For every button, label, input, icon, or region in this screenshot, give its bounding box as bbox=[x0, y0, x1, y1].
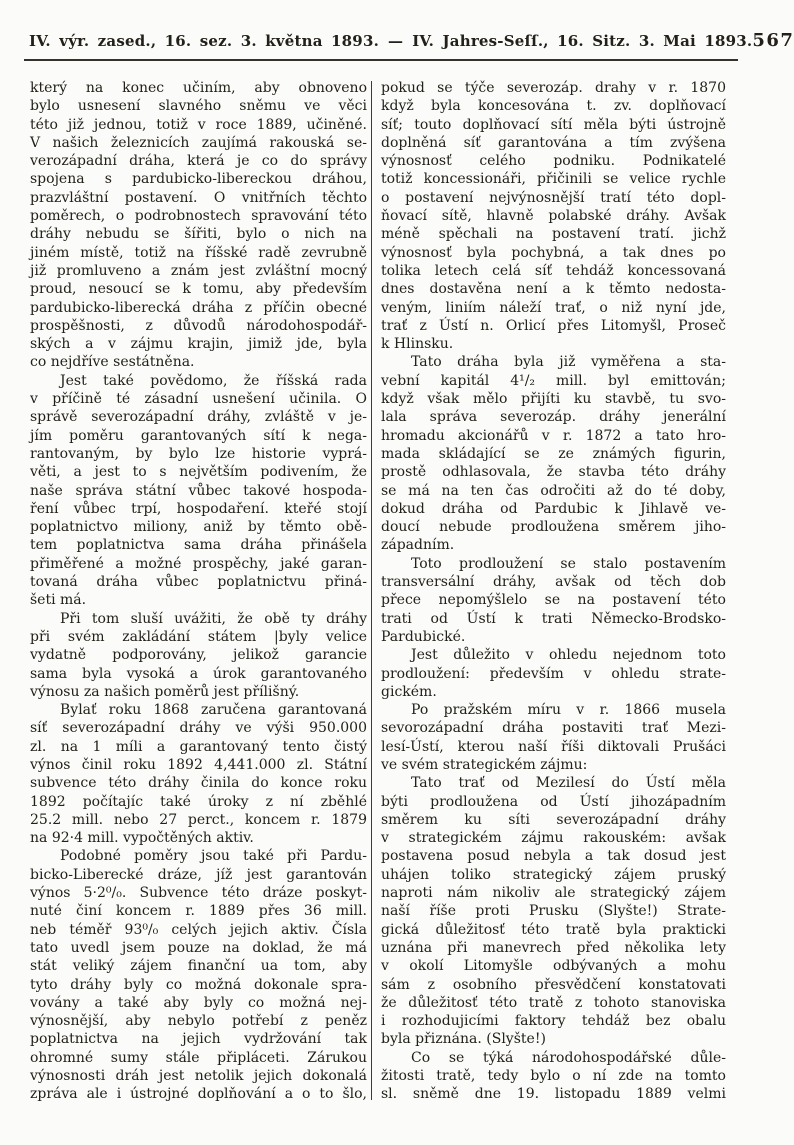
text-line: neb téměř 93⁰/₀ celých jejich aktiv. Čísla bbox=[30, 921, 367, 938]
text-line: Pardubické. bbox=[381, 628, 466, 645]
text-line: lesí-Ústí, kterou naší říši diktovali Prušáci bbox=[381, 738, 726, 755]
text-line: věti, a jest to s největším podivením, že bbox=[30, 464, 367, 481]
text-line: gickém. bbox=[381, 683, 437, 700]
text-line: když byla koncesována t. zv. doplňovací bbox=[381, 98, 726, 115]
text-line: totiž koncessionáři, přičinili se velice rychle bbox=[381, 171, 726, 188]
text-line: bicko-Liberecké dráze, jíž jest garantován bbox=[30, 866, 367, 883]
text-line: Jest důležito v ohledu nejednom toto bbox=[411, 647, 726, 664]
text-line: šeti má. bbox=[30, 592, 87, 609]
text-line: již promluveno a znám jest zvláštní mocný bbox=[30, 262, 367, 279]
text-line: výnosu za našich poměrů jest přílišný. bbox=[30, 683, 300, 700]
text-line: doucí nebude prodloužena směrem jiho- bbox=[381, 519, 726, 536]
text-line: tovaná dráha vůbec poplatnictvu přiná- bbox=[30, 574, 367, 591]
text-line: Jest také povědomo, že říšská rada bbox=[60, 372, 367, 389]
text-line: V našich železnicích zaujímá rakouská se- bbox=[30, 134, 367, 151]
text-line: bylo usnesení slavného sněmu ve věci bbox=[30, 98, 367, 115]
text-line: stát veliký zájem finanční ua tom, aby bbox=[30, 958, 367, 975]
page-header bbox=[29, 30, 794, 51]
text-line: nuté činí koncem r. 1889 přes 36 mill. bbox=[30, 903, 367, 920]
text-line: v okolí Litomyšle odbývaných a mohu bbox=[381, 958, 726, 975]
text-line: vební kapitál 4¹/₂ mill. byl emittován; bbox=[381, 372, 726, 389]
text-line: Tato trať od Mezilesí do Ústí měla bbox=[411, 775, 726, 792]
text-line: sl. sněmě dne 19. listopadu 1889 velmi bbox=[381, 1086, 726, 1103]
text-line: rantovaným, by bylo lze historie vyprá- bbox=[30, 445, 367, 462]
text-line: prodloužení: především v ohledu strate- bbox=[381, 665, 726, 682]
text-line: i rozhodujicími faktory tehdáž bez obalu bbox=[381, 1013, 726, 1030]
text-line: ských a v zájmu krajin, jimiž jde, byla bbox=[30, 336, 367, 353]
text-line: výnosnější, aby nebylo potřebí z peněz bbox=[30, 1013, 367, 1030]
text-line: prospěšnosti, z důvodů národohospodář- bbox=[30, 317, 367, 334]
text-line: Toto prodloužení se stalo postavením bbox=[411, 555, 726, 572]
text-line: výnosnosť byla pochybná, a tak dnes po bbox=[381, 244, 726, 261]
text-line: hromadu akcionářů v r. 1872 a tato hro- bbox=[381, 427, 726, 444]
text-line: prazvláštní postavení. O vnitřních těchto bbox=[30, 189, 367, 206]
text-line: poplatnictvo miliony, aniž by těmto obě- bbox=[30, 519, 367, 536]
text-line: dráhy nebudu se šířiti, bylo o nich na bbox=[30, 226, 367, 243]
text-line: v strategickém zájmu rakouském: avšak bbox=[381, 830, 726, 847]
text-line: Co se týká národohospodářské důle- bbox=[411, 1049, 726, 1066]
text-line: který na konec učiním, aby obnoveno bbox=[30, 80, 367, 96]
text-line: přece nepomýšlelo se na postavení této bbox=[381, 592, 726, 609]
text-line: ňovací sítě, hlavně polabské dráhy. Avšak bbox=[381, 208, 726, 225]
text-line: o postavení nejvýnosnější tratí této dopl- bbox=[381, 189, 726, 206]
text-line: naší říše proti Prusku (Slyšte!) Strate- bbox=[381, 903, 726, 920]
text-line: ření vůbec trpí, hospodaření. kteřé stojí bbox=[30, 500, 367, 517]
page-number: 567 bbox=[752, 30, 794, 51]
text-line: poplatnictva na jejich vydržování tak bbox=[30, 1031, 367, 1048]
text-line: verozápadní dráha, která je co do správy bbox=[30, 153, 367, 170]
text-line: tato uvedl jsem pouze na doklad, že má bbox=[30, 939, 367, 956]
text-line: veným, liniím náleží trať, o niž nyní jde, bbox=[381, 299, 726, 316]
text-line: pardubicko-liberecká dráha z příčin obecné bbox=[30, 299, 367, 316]
text-line: ohromné sumy stále připláceti. Zárukou bbox=[30, 1049, 367, 1066]
text-line: subvence této dráhy činila do konce roku bbox=[30, 775, 367, 792]
text-line: k Hlinsku. bbox=[381, 336, 454, 353]
text-line: doplněná síť garantována a tím zvýšena bbox=[381, 134, 726, 151]
text-line: méně spěchali na postavení tratí. jichž bbox=[381, 226, 726, 243]
text-line: tyto dráhy byly co možná dokonale spra- bbox=[30, 976, 367, 993]
text-line: směrem ku síti severozápadní dráhy bbox=[381, 811, 726, 828]
text-line: sám z osobního přesvědčení konstatovati bbox=[381, 976, 726, 993]
text-line: této již jednou, totiž v roce 1889, učiněné. bbox=[30, 116, 367, 133]
left-text-column bbox=[30, 79, 367, 1104]
text-line: postavena posud nebyla a tak dosud jest bbox=[381, 848, 726, 865]
text-line: zl. na 1 míli a garantovaný tento čistý bbox=[30, 738, 367, 755]
text-line: naproti nám nikoliv ale strategický zájem bbox=[381, 885, 726, 902]
text-line: trať z Ústí n. Orlicí přes Litomyšl, Proseč bbox=[381, 317, 726, 334]
text-line: lala správa severozáp. dráhy jenerální bbox=[381, 409, 726, 426]
text-line: jiném místě, totiž na říšské radě zevrubně bbox=[30, 244, 367, 261]
text-line: při svém zakládání státem |byly velice bbox=[30, 628, 367, 645]
text-line: prostě odhlasovala, že stavba této dráhy bbox=[381, 464, 726, 481]
header-czech-session: IV. výr. zased., 16. sez. 3. května 1893. bbox=[29, 32, 380, 50]
text-line: dokud dráha od Pardubic k Jihlavě ve- bbox=[381, 500, 726, 517]
text-line: Bylať roku 1868 zaručena garantovaná bbox=[60, 702, 367, 719]
text-line: síť severozápadní dráhy ve výši 950.000 bbox=[30, 720, 367, 737]
text-line: že důležitosť této tratě z tohoto stanoviska bbox=[381, 994, 726, 1011]
text-line: tem poplatnictva sama dráha přinášela bbox=[30, 537, 367, 554]
text-line: se má na ten čas odročiti až do té doby, bbox=[381, 482, 726, 499]
column-divider bbox=[371, 81, 372, 1100]
text-line: Podobné poměry jsou také při Pardu- bbox=[60, 848, 367, 865]
text-line: mada skládající se ze známých figurin, bbox=[381, 445, 726, 462]
text-line: jím poměru garantovaných sítí k nega- bbox=[30, 427, 367, 444]
text-line: co nejdříve sestátněna. bbox=[30, 354, 195, 371]
text-line: výnosnosti dráh jest netolik jejich dokonalá bbox=[30, 1068, 367, 1085]
text-line: pokud se týče severozáp. drahy v r. 1870 bbox=[381, 80, 726, 96]
text-line: vovány a také aby byly co možná nej- bbox=[30, 994, 367, 1011]
text-line: byla přiznána. (Slyšte!) bbox=[381, 1031, 546, 1048]
text-line: sama byla vysoká a úrok garantovaného bbox=[30, 665, 367, 682]
text-line: Při tom sluší uvážiti, že obě ty dráhy bbox=[60, 610, 367, 627]
text-line: výnos činil roku 1892 4,441.000 zl. Státní bbox=[30, 756, 367, 773]
text-line: v příčině té zásadní usnešení učinila. O bbox=[30, 391, 367, 408]
text-line: správě severozápadní dráhy, zvláště v je- bbox=[30, 409, 367, 426]
text-line: žitosti tratě, tedy bylo o ní zde na tomto bbox=[381, 1068, 726, 1085]
text-line: uhájen toliko strategický zájem pruský bbox=[381, 866, 726, 883]
right-text-column bbox=[381, 79, 726, 1104]
text-line: přiměřené a možné prospěchy, jaké garan- bbox=[30, 555, 367, 572]
text-line: uznána při manevrech před několika lety bbox=[381, 939, 726, 956]
text-line: transversální dráhy, avšak od těch dob bbox=[381, 574, 726, 591]
text-line: tolika letech celá síť tehdáž koncessovaná bbox=[381, 262, 726, 279]
text-line: poměrech, o podrobnostech spravování této bbox=[30, 208, 367, 225]
text-line: zpráva ale i ústrojné doplňování a o to šlo, bbox=[30, 1086, 367, 1103]
text-line: vydatně podporovány, jelikož garancie bbox=[30, 647, 367, 664]
text-line: sevorozápadní dráha postaviti trať Mezi- bbox=[381, 720, 726, 737]
text-line: spojena s pardubicko-libereckou dráhou, bbox=[30, 171, 367, 188]
text-line: výnos 5·2⁰/₀. Subvence této dráze poskyt- bbox=[30, 885, 367, 902]
text-line: na 92·4 mill. vypočtěných aktiv. bbox=[30, 830, 254, 847]
text-line: Tato dráha byla již vyměřena a sta- bbox=[411, 354, 726, 371]
text-line: když však mělo přijíti ku stavbě, tu svo- bbox=[381, 391, 726, 408]
text-line: dnes dostavěna není a k těmto nedosta- bbox=[381, 281, 726, 298]
header-rule bbox=[24, 59, 738, 61]
text-line: trati od Ústí k trati Německo-Brodsko- bbox=[381, 610, 726, 627]
text-line: naše správa státní vůbec takové hospoda- bbox=[30, 482, 367, 499]
text-line: Po pražském míru v r. 1866 musela bbox=[411, 702, 726, 719]
text-line: býti prodloužena od Ústí jihozápadním bbox=[381, 793, 726, 810]
text-line: 25.2 mill. nebo 27 perct., koncem r. 1879 bbox=[30, 811, 367, 828]
header-separator: — bbox=[388, 32, 404, 50]
text-line: ve svém strategickém zájmu: bbox=[381, 756, 588, 773]
text-line: západním. bbox=[381, 537, 455, 554]
text-line: gická důležitosť této tratě byla prakticki bbox=[381, 921, 726, 938]
header-german-session: IV. Jahres-Seſſ., 16. Sitz. 3. Mai 1893. bbox=[412, 32, 753, 50]
text-line: proud, nesoucí se k tomu, aby především bbox=[30, 281, 367, 298]
text-line: síť; touto doplňovací sítí měla býti ústrojně bbox=[381, 116, 726, 133]
text-line: výnosnosť celého podniku. Podnikatelé bbox=[381, 153, 726, 170]
text-line: 1892 počítajíc také úroky z ní zběhlé bbox=[30, 793, 367, 810]
